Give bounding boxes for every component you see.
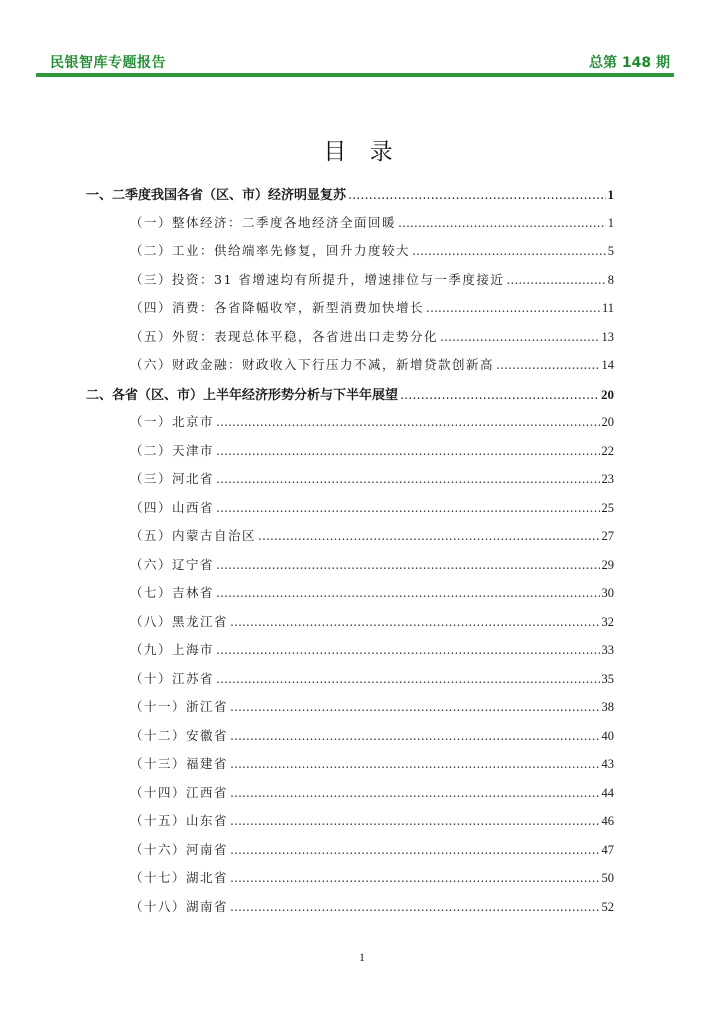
toc-leader-dots	[216, 443, 599, 458]
toc-entry-page: 5	[607, 244, 614, 258]
toc-entry-title: （十一）浙江省	[130, 699, 229, 714]
toc-entry-title: （三）河北省	[130, 471, 215, 486]
toc-entry-21[interactable]	[86, 754, 614, 776]
toc-entry-page: 47	[601, 842, 614, 857]
toc-leader-dots	[440, 329, 599, 344]
toc-entry-23[interactable]	[86, 811, 614, 833]
toc-entry-page: 38	[601, 700, 614, 714]
toc-entry-page: 14	[601, 358, 614, 372]
toc-leader-dots	[230, 813, 599, 828]
toc-entry-10[interactable]	[86, 441, 614, 463]
toc-leader-dots	[230, 785, 599, 800]
toc-entry-page: 35	[601, 671, 614, 686]
toc-entry-page: 23	[601, 472, 614, 486]
toc-leader-dots	[230, 699, 599, 714]
toc-entry-title: （一）北京市	[130, 414, 215, 429]
toc-entry-page: 20	[601, 415, 614, 429]
toc-entry-title: （四）山西省	[130, 499, 215, 515]
page-number: 1	[359, 950, 365, 964]
toc-entry-13[interactable]	[86, 526, 614, 548]
toc-leader-dots	[216, 500, 599, 515]
toc-entry-title: （一）整体经济：二季度各地经济全面回暖	[130, 214, 397, 230]
toc-entry-page: 46	[601, 814, 614, 828]
toc-entry-16[interactable]	[86, 612, 614, 634]
toc-leader-dots	[398, 215, 606, 230]
toc-entry-title: （十六）河南省	[130, 841, 229, 857]
toc-leader-dots	[216, 642, 599, 657]
toc-entry-title: （十四）江西省	[130, 784, 229, 800]
toc-entry-page: 25	[601, 500, 614, 515]
toc-entry-page: 30	[601, 586, 614, 600]
toc-entry-14[interactable]	[86, 555, 614, 577]
toc-entry-title: （五）外贸：表现总体平稳，各省进出口走势分化	[130, 328, 439, 344]
toc-entry-title: （十五）山东省	[130, 813, 229, 828]
report-series-title: 民银智库专题报告	[50, 55, 166, 71]
toc-entry-1[interactable]	[86, 184, 614, 206]
toc-entry-page: 52	[601, 899, 614, 914]
toc-leader-dots	[230, 842, 599, 857]
toc-entry-title: （十七）湖北省	[130, 870, 229, 885]
toc-entry-page: 8	[607, 272, 614, 287]
toc-leader-dots	[216, 414, 599, 429]
toc-entry-page: 20	[601, 386, 614, 402]
page-header	[36, 50, 674, 72]
toc-entry-title: （七）吉林省	[130, 585, 215, 600]
toc-entry-4[interactable]	[86, 270, 614, 292]
toc-entry-page: 33	[601, 643, 614, 657]
toc-leader-dots	[230, 728, 599, 743]
toc-entry-25[interactable]	[86, 868, 614, 890]
toc-entry-page: 1	[607, 215, 614, 230]
toc-entry-page: 13	[601, 329, 614, 344]
toc-leader-dots	[496, 357, 599, 372]
toc-entry-title: 二、各省（区、市）上半年经济形势分析与下半年展望	[86, 387, 399, 403]
toc-entry-9[interactable]	[86, 412, 614, 434]
toc-entry-title: （十二）安徽省	[130, 727, 229, 743]
toc-entry-title: （六）财政金融：财政收入下行压力不减，新增贷款创新高	[130, 357, 495, 372]
issue-number: 总第 148 期	[589, 55, 670, 71]
toc-entry-6[interactable]	[86, 327, 614, 349]
toc-entry-7[interactable]	[86, 355, 614, 377]
toc-entry-5[interactable]	[86, 298, 614, 320]
toc-entry-page: 40	[601, 728, 614, 743]
toc-entry-page: 50	[601, 871, 614, 885]
toc-entry-3[interactable]	[86, 241, 614, 263]
toc-leader-dots	[412, 243, 606, 258]
toc-leader-dots	[258, 528, 599, 543]
toc-entry-page: 32	[601, 614, 614, 629]
toc-entry-page: 29	[601, 557, 614, 572]
toc-entry-page: 1	[607, 187, 614, 202]
toc-leader-dots	[216, 585, 599, 600]
toc-leader-dots	[400, 388, 599, 403]
toc-leader-dots	[230, 756, 599, 771]
toc-leader-dots	[506, 272, 605, 287]
toc-entry-page: 43	[601, 757, 614, 771]
toc-entry-17[interactable]	[86, 640, 614, 662]
toc-entry-26[interactable]	[86, 897, 614, 919]
toc-entry-title: （三）投资：31 省增速均有所提升，增速排位与一季度接近	[130, 271, 505, 287]
toc-entry-title: （二）工业：供给端率先修复，回升力度较大	[130, 243, 411, 258]
toc-leader-dots	[348, 188, 605, 203]
toc-entry-title: （六）辽宁省	[130, 556, 215, 572]
toc-entry-title: （十三）福建省	[130, 756, 229, 771]
toc-entry-title: （八）黑龙江省	[130, 613, 229, 629]
toc-entry-20[interactable]	[86, 726, 614, 748]
toc-entry-page: 11	[601, 301, 614, 315]
toc-entry-title: （十八）湖南省	[130, 898, 229, 914]
toc-entry-11[interactable]	[86, 469, 614, 491]
toc-entry-title: （十）江苏省	[130, 670, 215, 686]
toc-entry-8[interactable]	[86, 384, 614, 406]
toc-entry-title: （四）消费：各省降幅收窄，新型消费加快增长	[130, 300, 425, 315]
toc-title: 目 录	[323, 139, 401, 165]
toc-entry-18[interactable]	[86, 669, 614, 691]
toc-leader-dots	[426, 300, 600, 315]
toc-leader-dots	[230, 614, 599, 629]
toc-leader-dots	[216, 471, 599, 486]
toc-leader-dots	[216, 557, 599, 572]
toc-entry-title: （二）天津市	[130, 442, 215, 458]
toc-entry-title: （九）上海市	[130, 642, 215, 657]
toc-entry-22[interactable]	[86, 783, 614, 805]
toc-entry-title: 一、二季度我国各省（区、市）经济明显复苏	[86, 188, 347, 203]
toc-entry-page: 27	[601, 529, 614, 543]
toc-leader-dots	[216, 671, 599, 686]
toc-leader-dots	[230, 870, 599, 885]
toc-entry-15[interactable]	[86, 583, 614, 605]
toc-entry-page: 22	[601, 443, 614, 458]
toc-entry-page: 44	[601, 785, 614, 800]
toc-entry-title: （五）内蒙古自治区	[130, 528, 257, 543]
toc-leader-dots	[230, 899, 599, 914]
header-divider	[36, 73, 674, 77]
toc-entry-19[interactable]	[86, 697, 614, 719]
toc-entry-12[interactable]	[86, 498, 614, 520]
toc-entry-2[interactable]	[86, 213, 614, 235]
toc-entry-24[interactable]	[86, 840, 614, 862]
